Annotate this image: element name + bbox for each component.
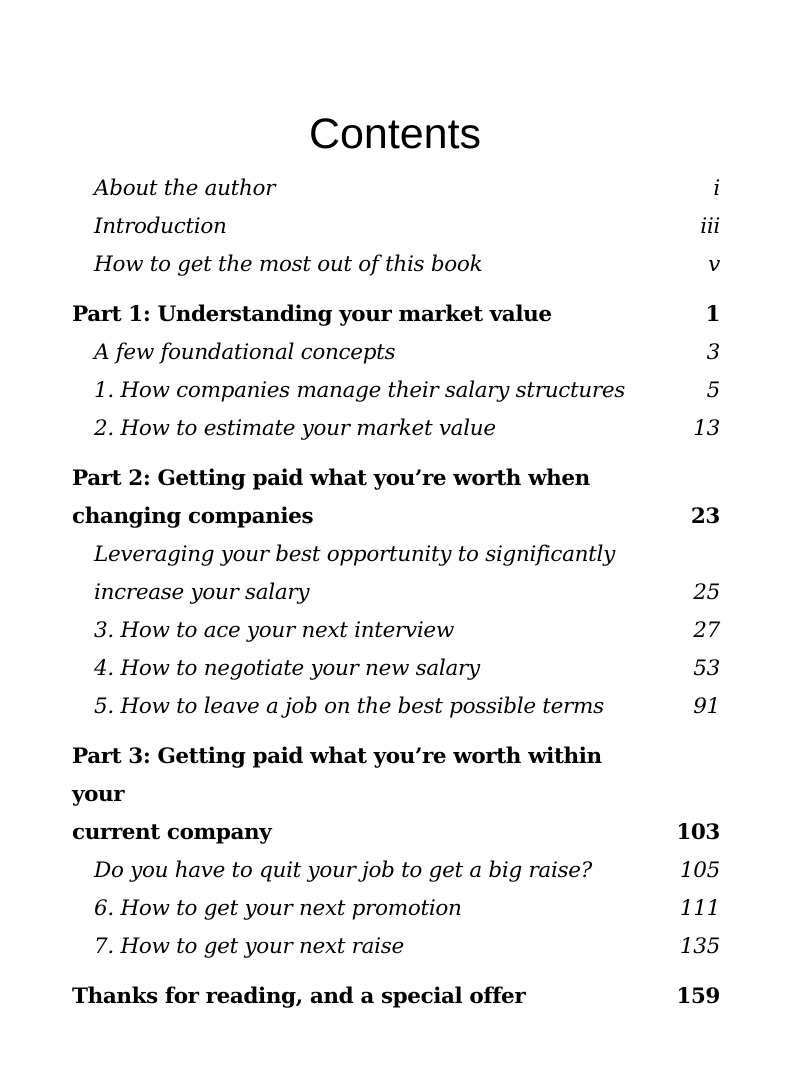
toc-entry[interactable]: [72, 372, 720, 410]
table-of-contents: [72, 170, 720, 1016]
toc-entry-label: 2. How to estimate your market value: [94, 416, 496, 441]
toc-entry-label: 4. How to negotiate your new salary: [94, 656, 480, 681]
toc-entry-page: 13: [693, 416, 720, 441]
toc-entry[interactable]: [72, 410, 720, 448]
toc-entry-label: About the author: [94, 176, 276, 201]
toc-entry-how-to-use-book[interactable]: [72, 246, 720, 284]
toc-entry-page: 3: [706, 340, 720, 365]
toc-entry-label: Leveraging your best opportunity to significantly increase your salary: [94, 542, 615, 605]
toc-part-page: 103: [676, 820, 720, 845]
toc-entry-page: v: [708, 252, 720, 277]
toc-entry[interactable]: [72, 890, 720, 928]
toc-entry[interactable]: [72, 334, 720, 372]
toc-closing[interactable]: [72, 978, 720, 1016]
toc-part-2[interactable]: [72, 460, 720, 536]
toc-entry-introduction[interactable]: [72, 208, 720, 246]
toc-entry-label: 3. How to ace your next interview: [94, 618, 454, 643]
toc-entry-about-author[interactable]: [72, 170, 720, 208]
toc-entry-page: 105: [679, 858, 720, 883]
toc-part-label: Part 2: Getting paid what you’re worth when changing companies: [72, 466, 590, 529]
toc-entry-label: 7. How to get your next raise: [94, 934, 404, 959]
toc-entry-label: Do you have to quit your job to get a big raise?: [94, 858, 592, 883]
toc-part-label: Part 1: Understanding your market value: [72, 302, 552, 327]
page-title: Contents: [308, 110, 482, 158]
toc-entry-page: iii: [700, 214, 720, 239]
toc-entry-label: Introduction: [94, 214, 227, 239]
toc-entry-page: 111: [679, 896, 720, 921]
toc-entry[interactable]: [72, 536, 720, 612]
toc-part-page: 1: [705, 302, 720, 327]
toc-part-3[interactable]: [72, 738, 720, 852]
toc-entry-label: A few foundational concepts: [94, 340, 396, 365]
toc-part-page: 23: [690, 504, 720, 529]
toc-closing-label: Thanks for reading, and a special offer: [72, 984, 526, 1009]
toc-entry-page: 91: [693, 694, 720, 719]
toc-entry[interactable]: [72, 928, 720, 966]
toc-entry[interactable]: [72, 852, 720, 890]
toc-entry-label: 1. How companies manage their salary structures: [94, 378, 626, 403]
toc-entry-page: 5: [706, 378, 720, 403]
toc-entry-page: 135: [679, 934, 720, 959]
toc-entry-label: 5. How to leave a job on the best possible terms: [94, 694, 604, 719]
toc-entry-page: i: [713, 176, 720, 201]
toc-closing-page: 159: [676, 984, 720, 1009]
toc-entry-page: 27: [693, 618, 720, 643]
toc-entry-label: How to get the most out of this book: [94, 252, 483, 277]
toc-entry-page: 25: [693, 580, 720, 605]
toc-part-1[interactable]: [72, 296, 720, 334]
toc-entry[interactable]: [72, 650, 720, 688]
toc-entry[interactable]: [72, 612, 720, 650]
toc-entry[interactable]: [72, 688, 720, 726]
toc-entry-page: 53: [693, 656, 720, 681]
toc-entry-label: 6. How to get your next promotion: [94, 896, 462, 921]
toc-part-label: Part 3: Getting paid what you’re worth within your current company: [72, 744, 602, 845]
